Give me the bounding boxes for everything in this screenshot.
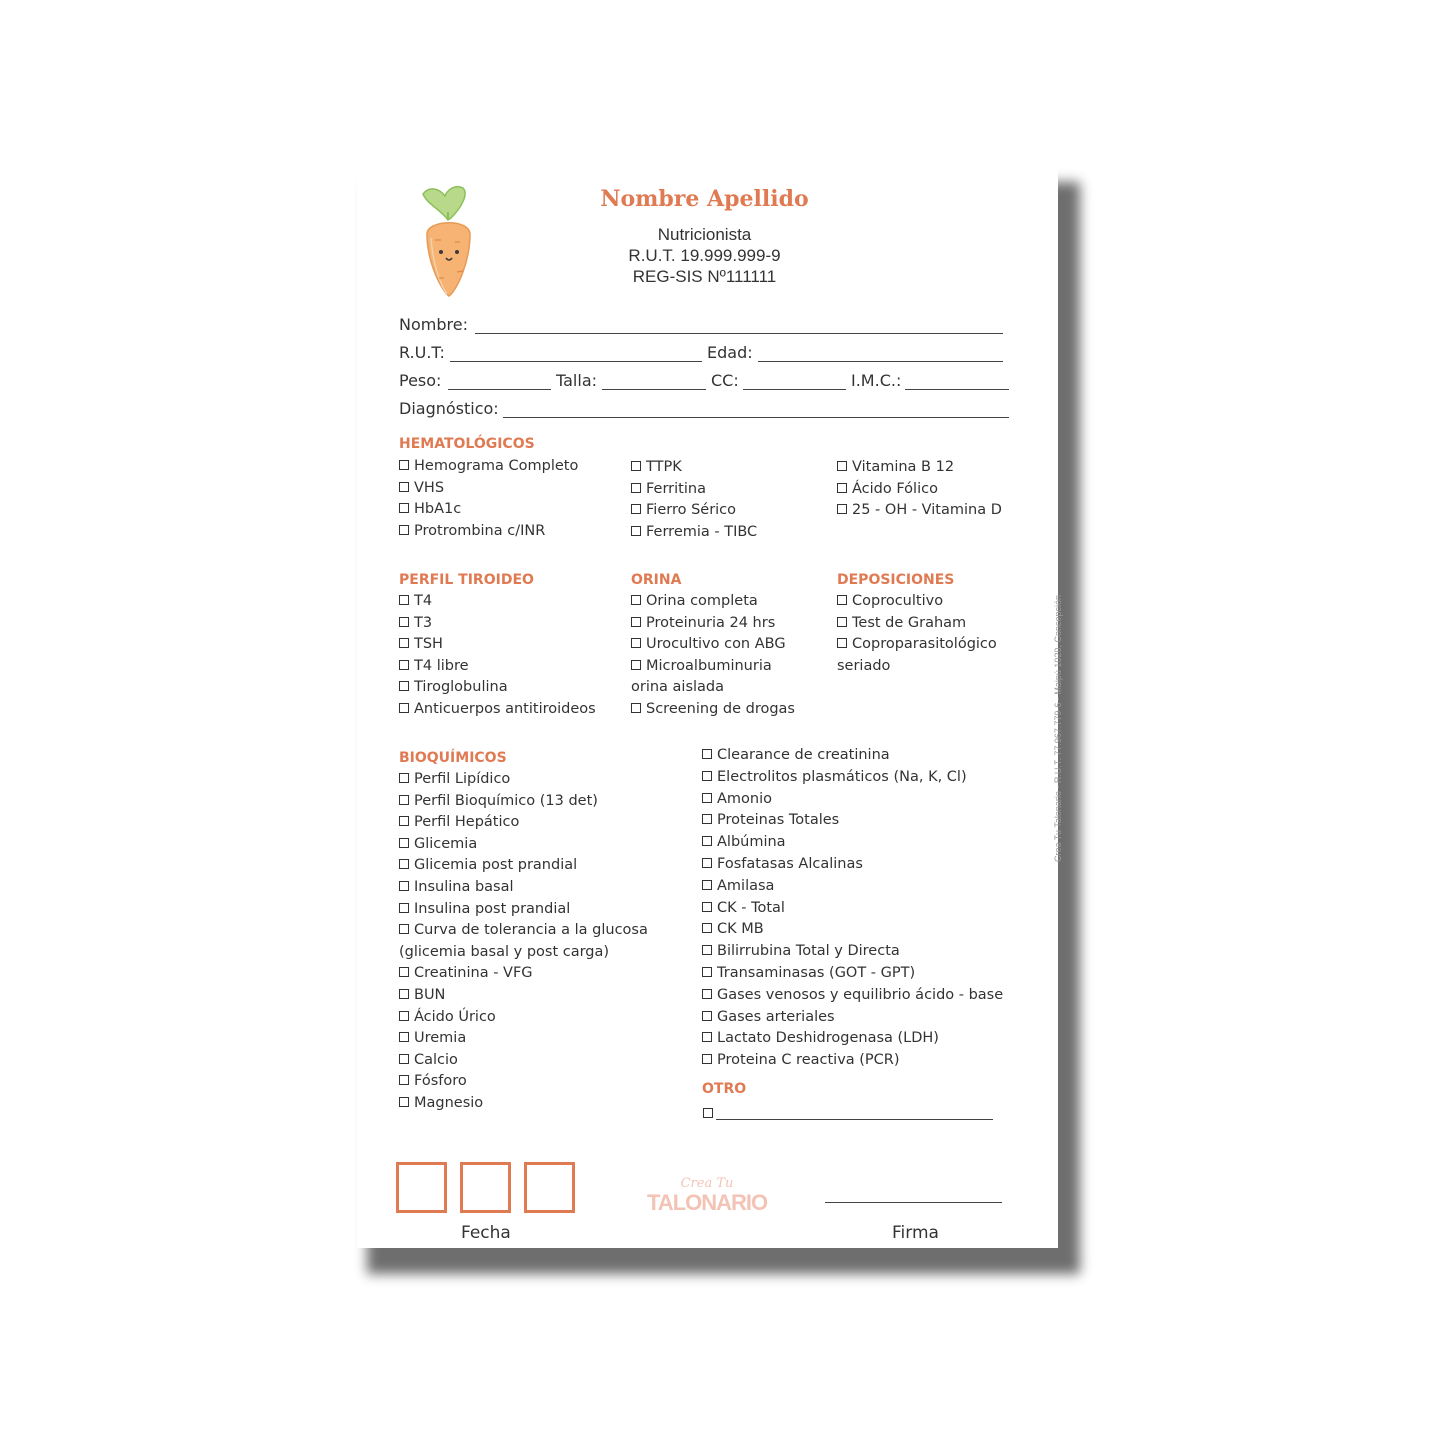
exam-item[interactable]: Tiroglobulina: [399, 677, 596, 699]
watermark-script: Crea Tu: [680, 1176, 734, 1191]
exam-item[interactable]: Ferritina: [631, 479, 757, 501]
prescription-sheet: [357, 168, 1063, 1248]
checkbox-icon[interactable]: [399, 1011, 409, 1021]
exam-item[interactable]: CK - Total: [702, 898, 1003, 920]
edad-field[interactable]: [758, 361, 1003, 362]
checkbox-icon[interactable]: [837, 504, 847, 514]
checkbox-icon[interactable]: [702, 858, 712, 868]
exam-item[interactable]: Fosfatasas Alcalinas: [702, 854, 1003, 876]
checkbox-icon[interactable]: [703, 1108, 713, 1118]
checkbox-icon[interactable]: [702, 793, 712, 803]
checkbox-icon[interactable]: [702, 814, 712, 824]
nombre-label: Nombre:: [399, 315, 468, 334]
checkbox-icon[interactable]: [399, 681, 409, 691]
checkbox-icon[interactable]: [399, 1032, 409, 1042]
checkbox-icon[interactable]: [702, 1054, 712, 1064]
exam-item[interactable]: Insulina post prandial: [399, 899, 648, 921]
exam-item[interactable]: Creatinina - VFG: [399, 963, 648, 985]
exam-item[interactable]: Anticuerpos antitiroideos: [399, 699, 596, 721]
checkbox-icon[interactable]: [399, 460, 409, 470]
exam-item[interactable]: BUN: [399, 985, 648, 1007]
checkbox-icon[interactable]: [837, 638, 847, 648]
checkbox-icon[interactable]: [702, 749, 712, 759]
checkbox-icon[interactable]: [631, 526, 641, 536]
exam-item[interactable]: Gases arteriales: [702, 1007, 1003, 1029]
checkbox-icon[interactable]: [702, 967, 712, 977]
diagnostico-field[interactable]: [503, 417, 1009, 418]
peso-label: Peso:: [399, 371, 442, 390]
checkbox-icon[interactable]: [399, 1075, 409, 1085]
checkbox-icon[interactable]: [399, 795, 409, 805]
exam-item[interactable]: Transaminasas (GOT - GPT): [702, 963, 1003, 985]
checkbox-icon[interactable]: [702, 902, 712, 912]
checkbox-icon[interactable]: [399, 703, 409, 713]
exam-item[interactable]: Protrombina c/INR: [399, 521, 578, 543]
checkbox-icon[interactable]: [702, 880, 712, 890]
exam-item[interactable]: VHS: [399, 478, 578, 500]
checkbox-icon[interactable]: [631, 617, 641, 627]
checkbox-icon[interactable]: [399, 881, 409, 891]
checkbox-icon[interactable]: [399, 595, 409, 605]
fecha-year-box[interactable]: [524, 1162, 575, 1213]
exam-item[interactable]: HbA1c: [399, 499, 578, 521]
profession: Nutricionista: [657, 225, 752, 244]
otro-field[interactable]: [716, 1119, 993, 1120]
cc-field[interactable]: [743, 389, 846, 390]
checkbox-icon[interactable]: [399, 617, 409, 627]
exam-item[interactable]: Test de Graham: [837, 613, 997, 635]
deposiciones-list: [837, 591, 997, 677]
imc-field[interactable]: [905, 389, 1009, 390]
exam-item[interactable]: 25 - OH - Vitamina D: [837, 500, 1002, 522]
section-deposiciones: DEPOSICIONES: [837, 572, 955, 588]
section-orina: ORINA: [631, 572, 682, 588]
cc-label: CC:: [711, 371, 739, 390]
exam-item[interactable]: Uremia: [399, 1028, 648, 1050]
checkbox-icon[interactable]: [837, 483, 847, 493]
exam-item[interactable]: Screening de drogas: [631, 699, 795, 721]
exam-item[interactable]: TSH: [399, 634, 596, 656]
doctor-name: Nombre Apellido: [600, 186, 809, 212]
checkbox-icon[interactable]: [399, 859, 409, 869]
orina-list: [631, 591, 795, 721]
exam-item[interactable]: Perfil Bioquímico (13 det): [399, 791, 648, 813]
exam-item[interactable]: Hemograma Completo: [399, 456, 578, 478]
imc-label: I.M.C.:: [851, 371, 902, 390]
checkbox-icon[interactable]: [399, 638, 409, 648]
checkbox-icon[interactable]: [399, 525, 409, 535]
fecha-month-box[interactable]: [460, 1162, 511, 1213]
hematologicos-col1: [399, 456, 578, 542]
exam-item-continuation: orina aislada: [631, 679, 725, 696]
exam-item[interactable]: T3: [399, 613, 596, 635]
checkbox-icon[interactable]: [399, 924, 409, 934]
watermark-text: TALONARIO: [647, 1190, 768, 1215]
professional-rut: R.U.T. 19.999.999-9: [628, 246, 781, 265]
exam-item[interactable]: Glicemia: [399, 834, 648, 856]
checkbox-icon[interactable]: [837, 595, 847, 605]
checkbox-icon[interactable]: [399, 482, 409, 492]
exam-item[interactable]: Orina completa: [631, 591, 795, 613]
section-perfil-tiroideo: PERFIL TIROIDEO: [399, 572, 534, 588]
talla-label: Talla:: [556, 371, 598, 390]
exam-item[interactable]: Perfil Lipídico: [399, 769, 648, 791]
checkbox-icon[interactable]: [702, 989, 712, 999]
peso-field[interactable]: [448, 389, 551, 390]
checkbox-icon[interactable]: [399, 903, 409, 913]
exam-item[interactable]: TTPK: [631, 457, 757, 479]
exam-item[interactable]: Ferremia - TIBC: [631, 522, 757, 544]
section-bioquimicos: BIOQUÍMICOS: [399, 750, 507, 766]
section-otro: OTRO: [702, 1081, 747, 1097]
tiroideo-list: [399, 591, 596, 721]
checkbox-icon[interactable]: [702, 1032, 712, 1042]
fecha-label: Fecha: [461, 1223, 511, 1243]
exam-item[interactable]: Perfil Hepático: [399, 812, 648, 834]
nombre-field[interactable]: [475, 333, 1003, 334]
exam-item[interactable]: Bilirrubina Total y Directa: [702, 941, 1003, 963]
checkbox-icon[interactable]: [631, 703, 641, 713]
fecha-day-box[interactable]: [396, 1162, 447, 1213]
checkbox-icon[interactable]: [631, 461, 641, 471]
exam-item[interactable]: Proteinas Totales: [702, 810, 1003, 832]
exam-item[interactable]: Proteinuria 24 hrs: [631, 613, 795, 635]
checkbox-icon[interactable]: [702, 923, 712, 933]
checkbox-icon[interactable]: [399, 1054, 409, 1064]
exam-item[interactable]: Electrolitos plasmáticos (Na, K, Cl): [702, 767, 1003, 789]
checkbox-icon[interactable]: [399, 838, 409, 848]
side-imprint: Crea Tu Talonario - R.U.T. 77.967.779-6 - Maipú 1020, Concepción: [1053, 595, 1063, 862]
rut-field[interactable]: [450, 361, 702, 362]
exam-item[interactable]: Ácido Fólico: [837, 479, 1002, 501]
checkbox-icon[interactable]: [631, 660, 641, 670]
checkbox-icon[interactable]: [702, 945, 712, 955]
hematologicos-col3: [837, 457, 1002, 522]
exam-item[interactable]: Coproparasitológico: [837, 634, 997, 656]
firma-field[interactable]: [825, 1202, 1002, 1203]
checkbox-icon[interactable]: [631, 595, 641, 605]
exam-item[interactable]: Lactato Deshidrogenasa (LDH): [702, 1028, 1003, 1050]
bioquimicos-col2: [702, 745, 1003, 1072]
exam-item-continuation: (glicemia basal y post carga): [399, 943, 610, 960]
registration-number: REG-SIS Nº111111: [632, 267, 777, 286]
exam-item[interactable]: T4 libre: [399, 656, 596, 678]
checkbox-icon[interactable]: [399, 989, 409, 999]
checkbox-icon[interactable]: [399, 503, 409, 513]
watermark-logo: [647, 1178, 767, 1216]
checkbox-icon[interactable]: [702, 771, 712, 781]
exam-item[interactable]: Gases venosos y equilibrio ácido - base: [702, 985, 1003, 1007]
checkbox-icon[interactable]: [702, 836, 712, 846]
exam-item[interactable]: Proteina C reactiva (PCR): [702, 1050, 1003, 1072]
edad-label: Edad:: [707, 343, 753, 362]
exam-item[interactable]: Microalbuminuria: [631, 656, 795, 678]
checkbox-icon[interactable]: [631, 504, 641, 514]
exam-item-continuation: seriado: [837, 657, 891, 674]
exam-item[interactable]: Amonio: [702, 789, 1003, 811]
exam-item[interactable]: Clearance de creatinina: [702, 745, 1003, 767]
checkbox-icon[interactable]: [702, 1011, 712, 1021]
checkbox-icon[interactable]: [399, 660, 409, 670]
exam-item[interactable]: Urocultivo con ABG: [631, 634, 795, 656]
checkbox-icon[interactable]: [837, 461, 847, 471]
section-hematologicos: HEMATOLÓGICOS: [399, 436, 535, 452]
exam-item[interactable]: Fósforo: [399, 1071, 648, 1093]
exam-item[interactable]: Coprocultivo: [837, 591, 997, 613]
exam-item[interactable]: Magnesio: [399, 1093, 648, 1115]
checkbox-icon[interactable]: [837, 617, 847, 627]
checkbox-icon[interactable]: [399, 773, 409, 783]
exam-item[interactable]: Calcio: [399, 1050, 648, 1072]
exam-item[interactable]: Fierro Sérico: [631, 500, 757, 522]
checkbox-icon[interactable]: [631, 483, 641, 493]
carrot-icon: [417, 182, 479, 300]
exam-item[interactable]: Glicemia post prandial: [399, 855, 648, 877]
checkbox-icon[interactable]: [631, 638, 641, 648]
bioquimicos-col1: [399, 769, 648, 1115]
firma-label: Firma: [892, 1223, 939, 1243]
talla-field[interactable]: [602, 389, 706, 390]
exam-item[interactable]: Amilasa: [702, 876, 1003, 898]
exam-item[interactable]: Curva de tolerancia a la glucosa: [399, 920, 648, 942]
exam-item[interactable]: CK MB: [702, 919, 1003, 941]
checkbox-icon[interactable]: [399, 1097, 409, 1107]
hematologicos-col2: [631, 457, 757, 543]
exam-item[interactable]: Ácido Úrico: [399, 1007, 648, 1029]
diagnostico-label: Diagnóstico:: [399, 399, 499, 418]
checkbox-icon[interactable]: [399, 967, 409, 977]
exam-item[interactable]: Insulina basal: [399, 877, 648, 899]
exam-item[interactable]: Albúmina: [702, 832, 1003, 854]
rut-label: R.U.T:: [399, 343, 445, 362]
exam-item[interactable]: T4: [399, 591, 596, 613]
exam-item[interactable]: Vitamina B 12: [837, 457, 1002, 479]
checkbox-icon[interactable]: [399, 816, 409, 826]
